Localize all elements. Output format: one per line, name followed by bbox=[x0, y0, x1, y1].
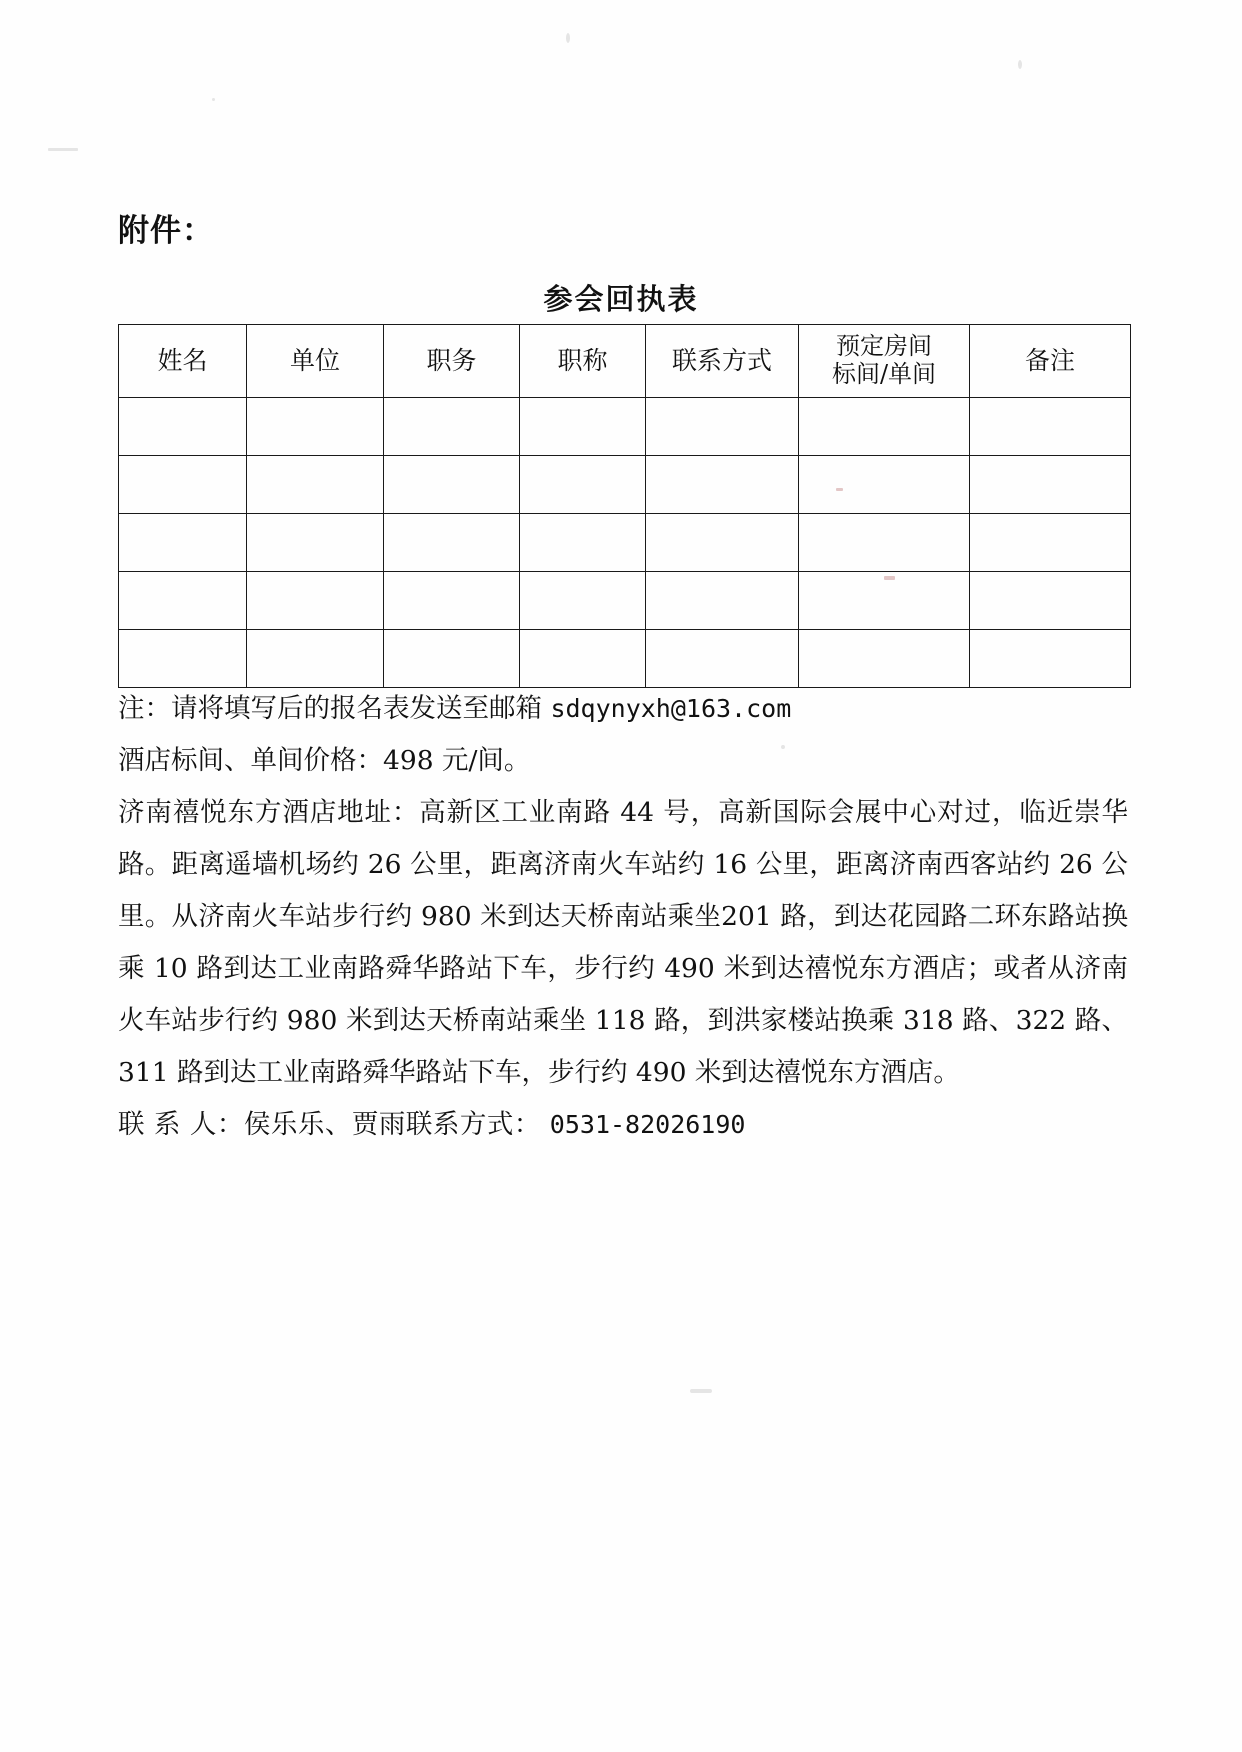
table-cell[interactable] bbox=[520, 456, 646, 514]
table-row[interactable] bbox=[119, 572, 1131, 630]
table-cell[interactable] bbox=[970, 514, 1131, 572]
table-header-remark: 备注 bbox=[970, 325, 1131, 398]
table-cell[interactable] bbox=[384, 630, 520, 688]
contact-note bbox=[118, 1099, 1128, 1151]
table-cell[interactable] bbox=[646, 514, 799, 572]
table-cell[interactable] bbox=[520, 572, 646, 630]
table-cell[interactable] bbox=[646, 630, 799, 688]
email-note bbox=[118, 683, 1128, 735]
table-cell[interactable] bbox=[799, 514, 970, 572]
table-cell[interactable] bbox=[384, 514, 520, 572]
table-cell[interactable] bbox=[970, 398, 1131, 456]
table-cell[interactable] bbox=[520, 630, 646, 688]
table-cell[interactable] bbox=[799, 456, 970, 514]
contact-phone: 0531-82026190 bbox=[549, 1110, 746, 1139]
scan-speckle bbox=[212, 98, 215, 101]
table-row[interactable] bbox=[119, 630, 1131, 688]
scan-speckle bbox=[1018, 60, 1022, 69]
table-cell[interactable] bbox=[119, 398, 247, 456]
table-cell[interactable] bbox=[119, 630, 247, 688]
table-cell[interactable] bbox=[970, 630, 1131, 688]
price-note: 酒店标间、单间价格：498 元/间。 bbox=[118, 745, 531, 776]
table-header-contact: 联系方式 bbox=[646, 325, 799, 398]
table-cell[interactable] bbox=[520, 514, 646, 572]
table-cell[interactable] bbox=[799, 572, 970, 630]
table-row[interactable] bbox=[119, 398, 1131, 456]
table-row[interactable] bbox=[119, 456, 1131, 514]
contact-note-text: 联 系 人：侯乐乐、贾雨联系方式： bbox=[118, 1109, 541, 1140]
table-cell[interactable] bbox=[119, 514, 247, 572]
email-address: sdqynyxh@163.com bbox=[550, 694, 792, 723]
table-body bbox=[119, 398, 1131, 688]
table-cell[interactable] bbox=[646, 456, 799, 514]
page-title: 参会回执表 bbox=[543, 282, 699, 316]
table-header-title: 职称 bbox=[520, 325, 646, 398]
table-cell[interactable] bbox=[646, 398, 799, 456]
table-cell[interactable] bbox=[970, 572, 1131, 630]
table-cell[interactable] bbox=[384, 572, 520, 630]
table-header-position: 职务 bbox=[384, 325, 520, 398]
table-cell[interactable] bbox=[384, 398, 520, 456]
table-header-unit: 单位 bbox=[247, 325, 384, 398]
table-cell[interactable] bbox=[119, 572, 247, 630]
table-header-row bbox=[119, 325, 1131, 398]
table-header bbox=[119, 325, 1131, 398]
table-row[interactable] bbox=[119, 514, 1131, 572]
table-cell[interactable] bbox=[119, 456, 247, 514]
table-header-name: 姓名 bbox=[119, 325, 247, 398]
table-cell[interactable] bbox=[970, 456, 1131, 514]
address-note: 济南禧悦东方酒店地址：高新区工业南路 44 号，高新国际会展中心对过，临近崇华路。距离遥墙机场约 26 公里，距离济南火车站约 16 公里，距离济南西客站约 26 公里。从济南火车站步行约 980 米到达天桥南站乘坐201 路，到达花园路二环东路站换乘 10 路到达工业南路舜华路站下车，步行约 490 米到达禧悦东方酒店；或者从济南火车站步行约 980 米到达天桥南站乘坐 118 路，到洪家楼站换乘 318 路、322 路、311 路到达工业南路舜华路站下车，步行约 490 米到达禧悦东方酒店。 bbox=[118, 797, 1128, 1088]
table-cell[interactable] bbox=[247, 630, 384, 688]
scan-speckle bbox=[690, 1389, 712, 1393]
scan-speckle bbox=[566, 33, 570, 43]
email-note-text: 注：请将填写后的报名表发送至邮箱 bbox=[118, 693, 542, 724]
table-cell[interactable] bbox=[247, 456, 384, 514]
table-header-room-line2: 标间/单间 bbox=[831, 360, 937, 388]
table-cell[interactable] bbox=[247, 514, 384, 572]
attachment-label: 附件： bbox=[118, 213, 214, 249]
table-cell[interactable] bbox=[247, 398, 384, 456]
receipt-table bbox=[118, 324, 1131, 688]
table-cell[interactable] bbox=[520, 398, 646, 456]
scan-speckle bbox=[48, 148, 78, 151]
table-cell[interactable] bbox=[799, 398, 970, 456]
table-cell[interactable] bbox=[247, 572, 384, 630]
table-header-room bbox=[799, 325, 970, 398]
table-header-room-line1: 预定房间 bbox=[836, 332, 932, 361]
table-cell[interactable] bbox=[799, 630, 970, 688]
table-cell[interactable] bbox=[384, 456, 520, 514]
table-cell[interactable] bbox=[646, 572, 799, 630]
document-notes bbox=[118, 683, 1128, 1151]
